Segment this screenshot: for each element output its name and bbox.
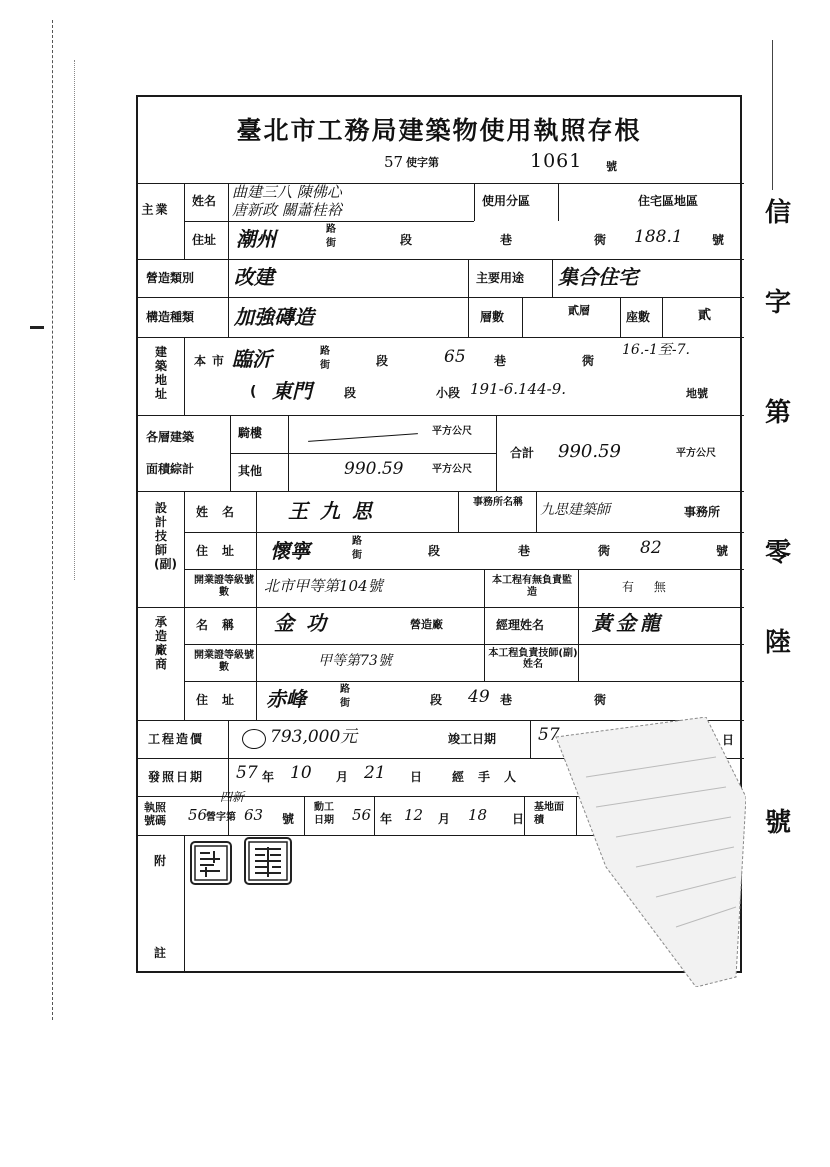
owner-road-unit: 路	[326, 224, 336, 235]
firm-name-label: 名稱	[196, 618, 249, 632]
doc-number-mid: 使字第	[406, 156, 439, 169]
owner-no-unit: 號	[712, 233, 725, 247]
margin-char: 信	[765, 198, 792, 228]
start-month: 12	[404, 806, 424, 824]
contractor-section-unit: 段	[430, 693, 443, 707]
usage-zone-value: 住宅區地區	[638, 194, 699, 208]
manager-value: 黃金龍	[592, 611, 664, 635]
total-label: 合計	[510, 446, 535, 460]
stain-overlay	[546, 717, 746, 987]
designer-number: 82	[640, 538, 662, 558]
manager-label: 經理姓名	[496, 618, 545, 632]
start-year-unit: 年	[380, 812, 393, 826]
start-year: 56	[352, 806, 372, 824]
start-month-unit: 月	[438, 812, 451, 826]
cost-label: 工程造價	[148, 732, 205, 746]
start-date-label: 動工日期	[314, 802, 334, 826]
floors-label: 層數	[480, 310, 505, 324]
site-section-paren: (	[250, 384, 257, 400]
site-label: 建築地址	[154, 345, 167, 401]
margin-char: 零	[765, 538, 792, 568]
owner-street-unit: 街	[326, 238, 336, 249]
designer-section-unit: 段	[428, 544, 441, 558]
document-title: 臺北市工務局建築物使用執照存根	[236, 116, 642, 145]
owner-names-line2: 唐新政 關蕭桂裕	[232, 201, 342, 219]
contractor-lane: 49	[468, 687, 490, 707]
margin-line	[52, 20, 53, 1020]
contractor-road: 赤峰	[266, 687, 306, 711]
margin-char: 號	[765, 808, 792, 838]
permit-stub-form	[136, 95, 742, 973]
site-lot: 191-6.144-9.	[470, 380, 567, 398]
arcade-strike-line	[308, 433, 418, 442]
main-use-value: 集合住宅	[558, 265, 638, 289]
owner-label: 業主	[140, 203, 168, 241]
permit-year: 56	[188, 806, 208, 824]
doc-number-suffix: 號	[606, 160, 617, 173]
other-area-unit: 平方公尺	[432, 464, 472, 475]
structure-value: 加強磚造	[234, 305, 314, 329]
building-count-value: 貳	[698, 308, 712, 323]
site-section-unit: 段	[376, 354, 389, 368]
site-section-name: 東門	[272, 379, 312, 403]
office-suffix: 事務所	[684, 505, 721, 519]
owner-address-label: 住址	[192, 233, 217, 247]
owner-lane-unit: 巷	[500, 233, 513, 247]
start-day: 18	[468, 806, 488, 824]
permit-extra: 四新	[220, 790, 245, 804]
issue-year: 57	[236, 763, 258, 783]
site-road-unit: 路	[320, 346, 330, 357]
notes-label-2: 註	[154, 946, 167, 960]
site-alley-unit: 衖	[582, 354, 595, 368]
notes-label-1: 附	[154, 854, 167, 868]
owner-name-label: 姓名	[192, 194, 217, 208]
permit-mid-label: 營字第	[206, 812, 236, 823]
designer-name-value: 王九思	[288, 499, 384, 523]
inspect-value: 有 無	[622, 580, 674, 594]
designer-no-unit: 號	[716, 544, 729, 558]
site-lane: 65	[444, 347, 466, 367]
scan-mark	[30, 326, 44, 329]
base-area-label: 基地面積	[534, 802, 564, 826]
designer-alley-unit: 衖	[598, 544, 611, 558]
designer-name-label: 姓名	[196, 505, 249, 519]
designer-road: 懷寧	[270, 539, 310, 563]
site-section-unit2: 段	[344, 386, 357, 400]
building-count-label: 座數	[626, 310, 651, 324]
build-category-label: 營造類別	[146, 271, 195, 285]
margin-char: 陸	[765, 628, 792, 658]
city-label: 本市	[194, 354, 231, 368]
stamp-pattern-1	[192, 843, 230, 883]
approval-stamp-2	[244, 837, 292, 885]
area-label-2: 面積綜計	[146, 462, 195, 476]
doc-number-prefix: 57	[384, 153, 404, 171]
contractor-license-value: 甲等第73號	[318, 653, 392, 669]
issue-month: 10	[290, 763, 312, 783]
arcade-label: 騎樓	[238, 426, 263, 440]
handler-label: 經手人	[452, 770, 531, 784]
start-day-unit: 日	[512, 812, 525, 826]
office-name-label: 事務所名稱	[473, 497, 523, 508]
total-area-unit: 平方公尺	[676, 448, 716, 459]
completion-day-unit: 日	[722, 733, 735, 747]
permit-no-label: 執照號碼	[144, 801, 166, 827]
permit-number: 63	[244, 806, 264, 824]
contractor-address-label: 住址	[196, 693, 249, 707]
cost-value: 793,000元	[270, 727, 358, 747]
contractor-road-unit: 路	[340, 684, 350, 695]
designer-street-unit: 街	[352, 550, 362, 561]
designer-lane-unit: 巷	[518, 544, 531, 558]
approval-stamp-1	[190, 841, 232, 885]
owner-road: 潮州	[236, 227, 276, 251]
main-use-label: 主要用途	[476, 271, 525, 285]
issue-day-unit: 日	[410, 770, 423, 784]
designer-address-label: 住址	[196, 544, 249, 558]
permit-no-unit: 號	[282, 812, 295, 826]
tech-name-label: 本工程負責技師(副)姓名	[488, 648, 578, 670]
inspect-label: 本工程有無負責監造	[492, 575, 572, 598]
contractor-label: 承造廠商	[154, 615, 167, 671]
area-label-1: 各層建築	[146, 430, 195, 444]
arcade-unit: 平方公尺	[432, 426, 472, 437]
contractor-alley-unit: 衖	[594, 693, 607, 707]
site-street-unit: 街	[320, 360, 330, 371]
other-area-value: 990.59	[344, 459, 404, 479]
site-number: 16.-1至-7.	[622, 342, 690, 358]
completion-label: 竣工日期	[448, 732, 497, 746]
cost-circle-mark	[242, 729, 266, 749]
designer-road-unit: 路	[352, 536, 362, 547]
other-label: 其他	[238, 464, 263, 478]
doc-number: 1061	[530, 150, 583, 172]
margin-line	[74, 60, 75, 580]
stamp-pattern-2	[246, 839, 290, 883]
contractor-license-label: 開業證等級號數	[194, 650, 254, 673]
site-road: 臨沂	[232, 347, 272, 371]
structure-type-label: 構造種類	[146, 310, 195, 324]
owner-number: 188.1	[634, 227, 683, 247]
office-name-value: 九思建築師	[540, 502, 610, 518]
site-lot-unit: 地號	[686, 387, 708, 400]
completion-year: 57	[538, 725, 560, 745]
right-border-line	[772, 40, 773, 190]
site-subsection-label: 小段	[436, 386, 461, 400]
owner-alley-unit: 衖	[594, 233, 607, 247]
designer-label: 設計技師(副)	[154, 501, 177, 571]
usage-zone-label: 使用分區	[482, 194, 531, 208]
owner-names-line1: 曲建三八 陳佛心	[232, 183, 342, 201]
license-label: 開業證等級號數	[194, 575, 254, 598]
total-area-value: 990.59	[558, 441, 621, 462]
margin-char: 第	[765, 398, 792, 428]
issue-day: 21	[364, 763, 386, 783]
owner-section-unit: 段	[400, 233, 413, 247]
issue-year-unit: 年	[262, 770, 275, 784]
contractor-lane-unit: 巷	[500, 693, 513, 707]
contractor-street-unit: 街	[340, 698, 350, 709]
site-lane-unit: 巷	[494, 354, 507, 368]
issue-month-unit: 月	[336, 770, 349, 784]
build-category-value: 改建	[234, 265, 274, 289]
license-value: 北市甲等第104號	[264, 577, 383, 595]
margin-char: 字	[765, 288, 792, 318]
contractor-name-value: 金功	[274, 611, 338, 635]
issue-date-label: 發照日期	[148, 770, 205, 784]
builder-suffix: 營造廠	[410, 618, 443, 631]
floors-value: 貳層	[568, 304, 590, 317]
